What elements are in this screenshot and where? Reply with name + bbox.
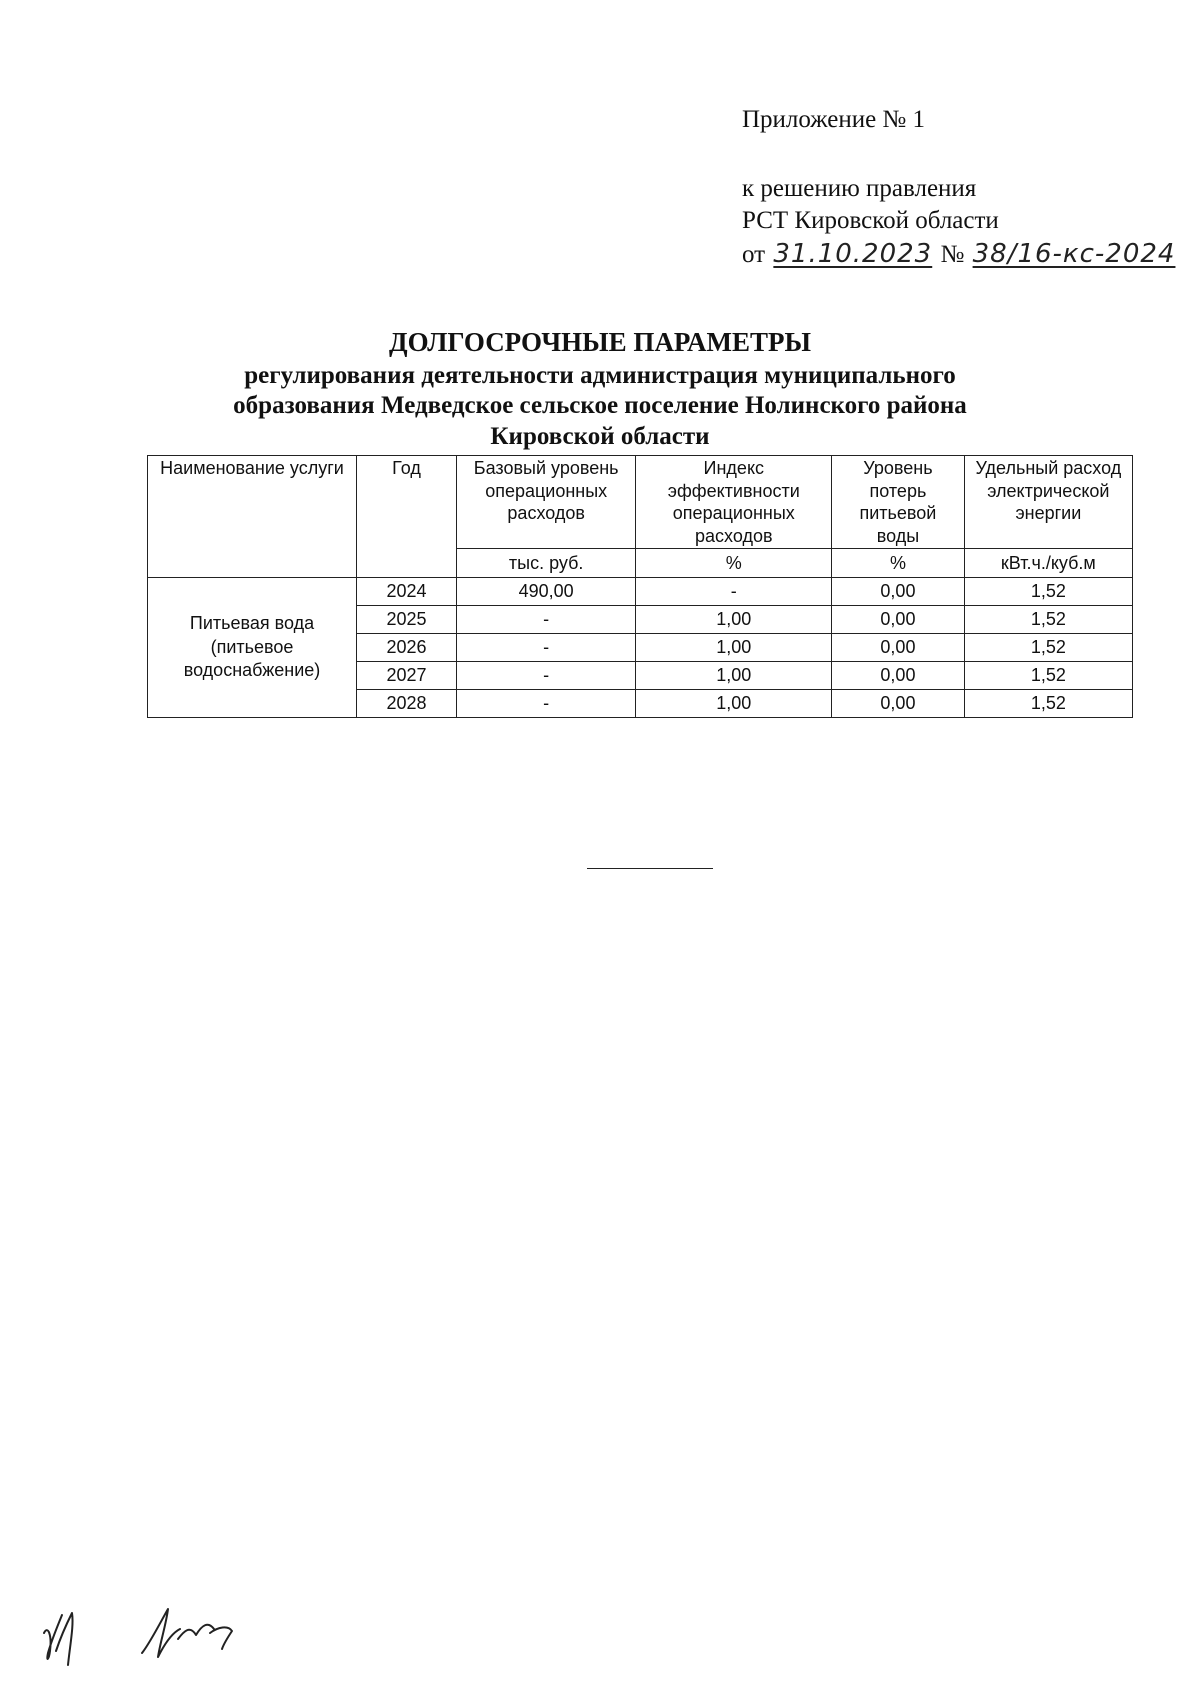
unit-efficiency-index: %	[636, 549, 832, 578]
appendix-decision-line: к решению правления	[742, 174, 977, 202]
handwritten-signatures	[38, 1595, 278, 1675]
loss-level-cell: 0,00	[832, 578, 965, 606]
loss-level-cell: 0,00	[832, 634, 965, 662]
year-cell: 2024	[357, 578, 457, 606]
table-row	[148, 578, 1133, 606]
appendix-number-sign: №	[940, 240, 965, 268]
signature-right	[142, 1609, 232, 1657]
appendix-block	[742, 104, 1177, 271]
year-cell: 2026	[357, 634, 457, 662]
energy-rate-cell: 1,52	[964, 690, 1132, 718]
unit-base-level: тыс. руб.	[456, 549, 635, 578]
header-base-level: Базовый уровень операционных расходов	[456, 456, 635, 549]
table-header-row	[148, 456, 1133, 549]
energy-rate-cell: 1,52	[964, 606, 1132, 634]
energy-rate-cell: 1,52	[964, 662, 1132, 690]
service-name-cell: Питьевая вода (питьевое водоснабжение)	[148, 578, 357, 718]
year-cell: 2028	[357, 690, 457, 718]
end-divider	[587, 868, 713, 869]
header-efficiency-index: Индекс эффективности операционных расходов	[636, 456, 832, 549]
document-heading	[0, 326, 1200, 452]
document-title: ДОЛГОСРОЧНЫЕ ПАРАМЕТРЫ	[389, 327, 811, 357]
efficiency-index-cell: 1,00	[636, 690, 832, 718]
signature-left	[44, 1613, 73, 1665]
efficiency-index-cell: 1,00	[636, 606, 832, 634]
loss-level-cell: 0,00	[832, 662, 965, 690]
appendix-title: Приложение № 1	[742, 106, 926, 133]
energy-rate-cell: 1,52	[964, 578, 1132, 606]
appendix-number: 38/16-кс-2024	[972, 238, 1176, 269]
loss-level-cell: 0,00	[832, 606, 965, 634]
base-level-cell: -	[456, 662, 635, 690]
base-level-cell: -	[456, 606, 635, 634]
loss-level-cell: 0,00	[832, 690, 965, 718]
header-year: Год	[357, 456, 457, 578]
year-cell: 2027	[357, 662, 457, 690]
header-loss-level: Уровень потерь питьевой воды	[832, 456, 965, 549]
energy-rate-cell: 1,52	[964, 634, 1132, 662]
efficiency-index-cell: -	[636, 578, 832, 606]
appendix-body-line: РСТ Кировской области	[742, 207, 999, 234]
appendix-date-number-line	[742, 238, 1177, 272]
base-level-cell: 490,00	[456, 578, 635, 606]
document-subtitle: регулирования деятельности администрация муниципального образования Медведское сельское поселение Нолинского района Кировской области	[233, 361, 967, 450]
appendix-from-label: от	[742, 240, 766, 268]
appendix-date: 31.10.2023	[773, 238, 933, 269]
base-level-cell: -	[456, 634, 635, 662]
efficiency-index-cell: 1,00	[636, 634, 832, 662]
unit-loss-level: %	[832, 549, 965, 578]
unit-energy-rate: кВт.ч./куб.м	[964, 549, 1132, 578]
parameters-table	[147, 455, 1133, 718]
header-service: Наименование услуги	[148, 456, 357, 578]
header-energy-rate: Удельный расход электрической энергии	[964, 456, 1132, 549]
year-cell: 2025	[357, 606, 457, 634]
base-level-cell: -	[456, 690, 635, 718]
efficiency-index-cell: 1,00	[636, 662, 832, 690]
